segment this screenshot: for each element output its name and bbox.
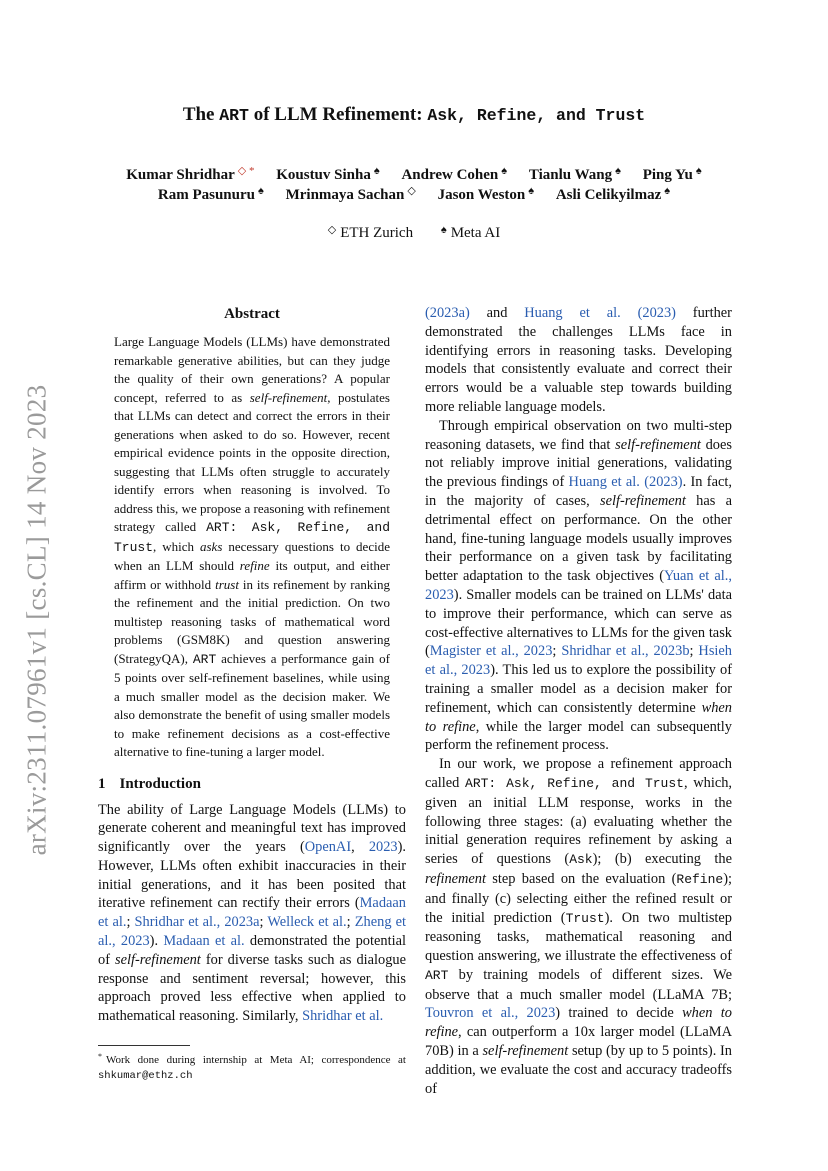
author-line-2 <box>0 184 828 204</box>
citation-link[interactable]: Huang et al. <box>524 305 621 321</box>
abstract-text: Large Language Models (LLMs) have demonstrated remarkable generative abilities, but can they judge the quality of their own generations? A popular concept, referred to as self-refinement, postulates that LLMs can detect and correct the errors in their generations when asked to do so. However, recent empirical evidence points in the opposite direction, suggesting that LLMs often struggle to accurately identify errors when reasoning is involved. To address this, we propose a reasoning with refinement strategy called ART: Ask, Refine, and Trust, which asks necessary questions to decide when an LLM should refine its output, and either affirm or withhold trust in its refinement by ranking the refinement and the initial prediction. On two multistep reasoning tasks of mathematical word problems (GSM8K) and question answering (StrategyQA), ART achieves a performance gain of 5 points over self-refinement baselines, while using a much smaller model as the decision maker. We also demonstrate the benefit of using smaller models to make refinement decisions as a cost-effective alternative to fine-tuning a larger model. <box>114 334 391 759</box>
intro-paragraph: (2023a) and Huang et al. (2023) further demonstrated the challenges LLMs face in identifying errors in reasoning tasks. Developing models that consistently evaluate and correct their errors would be a valuable step towards building more reliable language models. <box>425 305 732 415</box>
citation-link[interactable]: Shridhar et al., 2023b <box>561 643 690 660</box>
author: Koustuv Sinha ♠ <box>276 165 380 183</box>
paper-title: The ART of LLM Refinement: Ask, Refine, and Trust <box>182 104 646 125</box>
citation-link[interactable]: (2023a) <box>425 305 470 321</box>
arxiv-watermark <box>12 360 62 880</box>
citation-link[interactable]: Touvron et al., 2023 <box>425 1005 556 1022</box>
author: Asli Celikyilmaz ♠ <box>555 185 671 203</box>
author: Ping Yu ♠ <box>642 165 702 183</box>
citation-link[interactable]: Yuan et al., 2023 <box>425 568 732 603</box>
citation-link[interactable]: Madaan et al. <box>98 895 406 931</box>
author: Jason Weston ♠ <box>437 185 535 203</box>
citation-link[interactable]: Zheng et al., 2023 <box>98 914 406 950</box>
intro-paragraph: The ability of Large Language Models (LLMs) to generate coherent and meaningful text has improved significantly over the years (OpenAI, 2023). However, LLMs often exhibit inaccuracies in their initial generations, and it has been posited that iterative refinement can rectify their errors (Madaan et al.; Shridhar et al., 2023a; Welleck et al.; Zheng et al., 2023). Madaan et al. demonstrated the potential of self-refinement for diverse tasks such as dialogue response and sentiment reversal; however, this approach proved less effective when applied to mathematical reasoning. Similarly, Shridhar et al. <box>98 801 407 1025</box>
citation-link[interactable]: Huang et al. <box>568 474 640 491</box>
intro-paragraph: In our work, we propose a refinement approach called ART: Ask, Refine, and Trust, which, given an initial LLM response, works in the following three stages: (a) evaluating whether the initial generation requires refinement by asking a series of questions (Ask); (b) executing the refinement step based on the evaluation (Refine); and finally (c) selecting either the refined result or the initial prediction (Trust). On two multistep reasoning tasks, mathematical reasoning and question answering, we illustrate the effectiveness of ART by training models of different sizes. We observe that a much smaller model (LLaMA 7B; Touvron et al., 2023) trained to decide when to refine, can outperform a 10x larger model (LLaMA 70B) in a self-refinement setup (by up to 5 points). In addition, we evaluate the cost and accuracy tradeoffs of <box>425 756 733 1097</box>
author: Ram Pasunuru ♠ <box>157 185 264 203</box>
intro-paragraph: Through empirical observation on two multi-step reasoning datasets, we find that self-refinement does not reliably improve initial generations, validating the previous findings of Huang et al. (2023). In fact, in the majority of cases, self-refinement has a detrimental effect on performance. On the other hand, fine-tuning language models usually improves their performance on a given task by facilitating better adaptation to the task objectives (Yuan et al., 2023). Smaller models can be trained on LLMs' data to improve their performance, which can serve as cost-effective alternatives to LLMs for the given task (Magister et al., 2023; Shridhar et al., 2023b; Hsieh et al., 2023). This led us to explore the possibility of training a smaller model as a decision maker for refinement, which can consistently determine when to refine, while the larger model can subsequently perform the refinement process. <box>425 417 733 754</box>
citation-link[interactable]: Welleck et al. <box>267 914 347 931</box>
author: Andrew Cohen ♠ <box>401 165 508 183</box>
right-column <box>425 304 732 1098</box>
affiliation: ◇ ETH Zurich <box>327 224 414 241</box>
email-address: shkumar@ethz.ch <box>98 1069 193 1082</box>
citation-link[interactable]: Magister et al., 2023 <box>429 643 553 660</box>
footnote: * Work done during internship at Meta AI; correspondence at shkumar@ethz.ch <box>98 1052 406 1082</box>
footnote-divider <box>98 1045 190 1046</box>
left-column <box>98 306 406 1026</box>
citation-link[interactable]: Hsieh et al., 2023 <box>425 643 732 679</box>
author-line-1 <box>0 164 828 184</box>
citation-link[interactable]: Shridhar et al., 2023a <box>134 914 260 931</box>
author: Mrinmaya Sachan ◇ <box>285 185 416 203</box>
citation-link[interactable]: Madaan et al. <box>163 933 245 950</box>
citation-link[interactable]: (2023) <box>644 474 683 491</box>
citation-link[interactable]: OpenAI <box>304 839 352 856</box>
section-heading-introduction: 1 Introduction <box>98 775 201 792</box>
affiliations <box>0 223 828 242</box>
author: Tianlu Wang ♠ <box>528 165 621 183</box>
citation-link[interactable]: (2023) <box>637 305 676 321</box>
author: Kumar Shridhar ◇ * <box>126 165 255 183</box>
abstract-heading: Abstract <box>224 306 280 322</box>
affiliation: ♠ Meta AI <box>440 224 501 241</box>
citation-link[interactable]: Shridhar et al. <box>302 1008 384 1025</box>
arxiv-id-text: arXiv:2311.07961v1 [cs.CL] 14 Nov 2023 <box>21 384 52 856</box>
citation-link[interactable]: 2023 <box>368 839 398 856</box>
